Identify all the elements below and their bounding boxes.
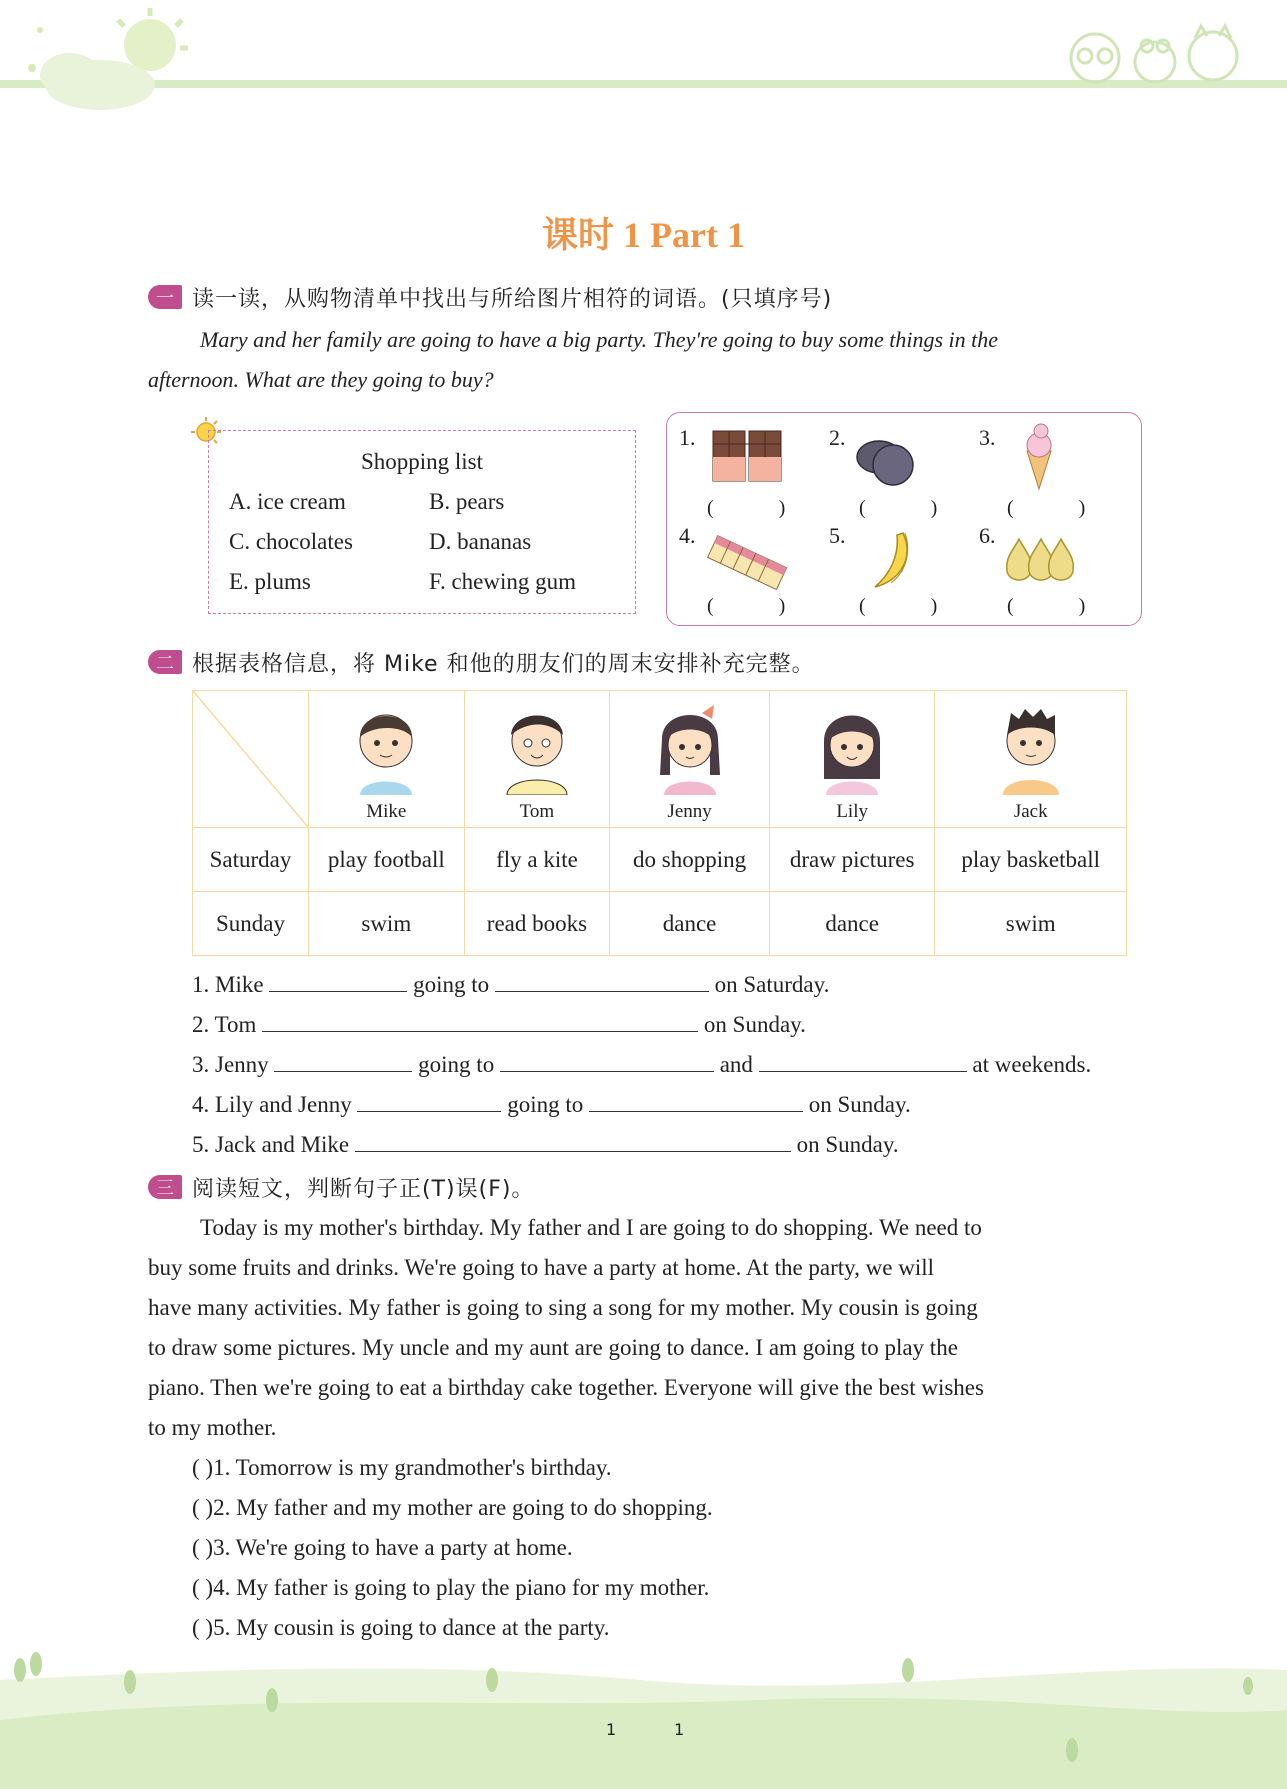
weekend-plan-table <box>192 690 1127 956</box>
passage-line: have many activities. My father is going to sing a song for my mother. My cousin is going <box>148 1295 978 1320</box>
picture-number: 6. <box>979 523 996 548</box>
answer-blank[interactable]: ( ) <box>1007 595 1116 617</box>
sentence-4 <box>192 1085 911 1125</box>
sentence-text: and <box>719 1052 753 1077</box>
page-number-right: 1 <box>674 1720 685 1739</box>
header-lily <box>769 691 935 828</box>
answer-blank[interactable]: ( ) <box>1007 497 1116 519</box>
plan-cell: dance <box>610 892 770 956</box>
footer-hills-decoration <box>0 1640 1287 1789</box>
answer-blank[interactable] <box>589 1087 803 1112</box>
jack-avatar <box>991 699 1071 795</box>
section1-badge: 一 <box>148 285 182 309</box>
section3-badge: 三 <box>148 1175 182 1199</box>
passage-line: piano. Then we're going to eat a birthday cake together. Everyone will give the best wishes <box>148 1375 984 1400</box>
sentence-text: 4. Lily and Jenny <box>192 1092 352 1117</box>
tf-statement-2[interactable]: ( )2. My father and my mother are going to do shopping. <box>192 1495 713 1520</box>
sentence-text: 3. Jenny <box>192 1052 269 1077</box>
picture-number: 1. <box>679 425 696 450</box>
table-header-row <box>193 691 1127 828</box>
section1-header <box>148 282 832 312</box>
section1-story-line2: afternoon. What are they going to buy? <box>148 367 494 392</box>
plan-cell: swim <box>935 892 1127 956</box>
answer-blank[interactable] <box>269 967 407 992</box>
tf-statement-4[interactable]: ( )4. My father is going to play the piano for my mother. <box>192 1575 710 1600</box>
answer-blank[interactable] <box>759 1047 967 1072</box>
tom-avatar <box>497 699 577 795</box>
section1-instruction: 读一读，从购物清单中找出与所给图片相符的词语。(只填序号) <box>192 286 833 312</box>
shopping-list-box <box>208 430 636 614</box>
sentence-text: 2. Tom <box>192 1012 257 1037</box>
banana-icon <box>861 527 921 593</box>
ice-cream-icon <box>1015 421 1065 493</box>
animal-faces-decoration <box>1055 20 1255 90</box>
answer-blank[interactable] <box>357 1087 501 1112</box>
sentence-text: 1. Mike <box>192 972 264 997</box>
section2-header <box>148 647 815 677</box>
picture-number: 4. <box>679 523 696 548</box>
name-mike: Mike <box>366 801 407 822</box>
answer-blank[interactable]: ( ) <box>859 595 968 617</box>
sentence-text: going to <box>418 1052 495 1077</box>
section3-header <box>148 1172 534 1202</box>
sentence-text: 5. Jack and Mike <box>192 1132 350 1157</box>
tf-statement-3[interactable]: ( )3. We're going to have a party at home. <box>192 1535 573 1560</box>
plan-cell: dance <box>769 892 935 956</box>
passage-line: buy some fruits and drinks. We're going to have a party at home. At the party, we will <box>148 1255 935 1280</box>
section3-instruction: 阅读短文，判断句子正(T)误(F)。 <box>192 1176 535 1202</box>
shopping-item-c: C. chocolates <box>229 529 353 554</box>
name-lily: Lily <box>836 801 868 822</box>
picture-box <box>666 412 1142 626</box>
section2-badge: 二 <box>148 650 182 674</box>
jenny-avatar <box>650 699 730 795</box>
answer-blank[interactable] <box>495 967 709 992</box>
sentence-text: on Saturday. <box>714 972 830 997</box>
answer-blank[interactable] <box>274 1047 412 1072</box>
shopping-list-heading: Shopping list <box>360 449 484 474</box>
plan-cell: fly a kite <box>464 828 610 892</box>
shopping-item-a: A. ice cream <box>229 489 346 514</box>
mike-avatar <box>346 699 426 795</box>
plan-cell: swim <box>309 892 465 956</box>
header-tom <box>464 691 610 828</box>
plan-cell: draw pictures <box>769 828 935 892</box>
plan-cell: do shopping <box>610 828 770 892</box>
name-tom: Tom <box>519 801 555 822</box>
answer-blank[interactable] <box>355 1127 791 1152</box>
sentence-3 <box>192 1045 1091 1085</box>
answer-blank[interactable] <box>500 1047 714 1072</box>
table-row-saturday <box>193 828 1127 892</box>
sentence-text: on Sunday. <box>808 1092 911 1117</box>
sentence-2 <box>192 1005 806 1045</box>
header-mike <box>309 691 465 828</box>
shopping-item-d: D. bananas <box>429 529 532 554</box>
sun-cloud-decoration <box>0 0 200 120</box>
chewing-gum-icon <box>703 531 793 595</box>
passage-line: to draw some pictures. My uncle and my aunt are going to dance. I am going to play the <box>148 1335 958 1360</box>
lesson-title: 课时 1 Part 1 <box>542 215 745 255</box>
shopping-item-b: B. pears <box>429 489 505 514</box>
sentence-1 <box>192 965 829 1005</box>
passage-line: to my mother. <box>148 1415 277 1440</box>
sentence-text: at weekends. <box>972 1052 1092 1077</box>
day-cell: Saturday <box>193 828 309 892</box>
table-row-sunday <box>193 892 1127 956</box>
page-number-left: 1 <box>606 1720 617 1739</box>
day-cell: Sunday <box>193 892 309 956</box>
tf-statement-5[interactable]: ( )5. My cousin is going to dance at the party. <box>192 1615 610 1640</box>
picture-number: 2. <box>829 425 846 450</box>
shopping-item-e: E. plums <box>229 569 311 594</box>
picture-number: 5. <box>829 523 846 548</box>
chocolate-icon <box>709 427 785 489</box>
name-jack: Jack <box>1013 801 1048 822</box>
answer-blank[interactable]: ( ) <box>707 595 816 617</box>
shopping-item-f: F. chewing gum <box>429 569 577 594</box>
passage-line: Today is my mother's birthday. My father and I are going to do shopping. We need to <box>200 1215 982 1240</box>
sentence-text: going to <box>507 1092 584 1117</box>
answer-blank[interactable]: ( ) <box>707 497 816 519</box>
header-jenny <box>610 691 770 828</box>
plum-icon <box>851 427 927 489</box>
corner-cell <box>193 691 309 828</box>
sentence-text: on Sunday. <box>796 1132 899 1157</box>
plan-cell: play football <box>309 828 465 892</box>
tf-statement-1[interactable]: ( )1. Tomorrow is my grandmother's birthday. <box>192 1455 612 1480</box>
lily-avatar <box>812 699 892 795</box>
picture-number: 3. <box>979 425 996 450</box>
section2-instruction: 根据表格信息，将 Mike 和他的朋友们的周末安排补充完整。 <box>192 651 815 677</box>
sentence-text: going to <box>413 972 490 997</box>
name-jenny: Jenny <box>667 801 712 822</box>
plan-cell: read books <box>464 892 610 956</box>
sentence-5 <box>192 1125 899 1165</box>
answer-blank[interactable] <box>262 1007 698 1032</box>
answer-blank[interactable]: ( ) <box>859 497 968 519</box>
section1-story-line1: Mary and her family are going to have a big party. They're going to buy some things in the <box>200 327 999 352</box>
plan-cell: play basketball <box>935 828 1127 892</box>
header-jack <box>935 691 1127 828</box>
sentence-text: on Sunday. <box>703 1012 806 1037</box>
pears-icon <box>1003 527 1079 589</box>
